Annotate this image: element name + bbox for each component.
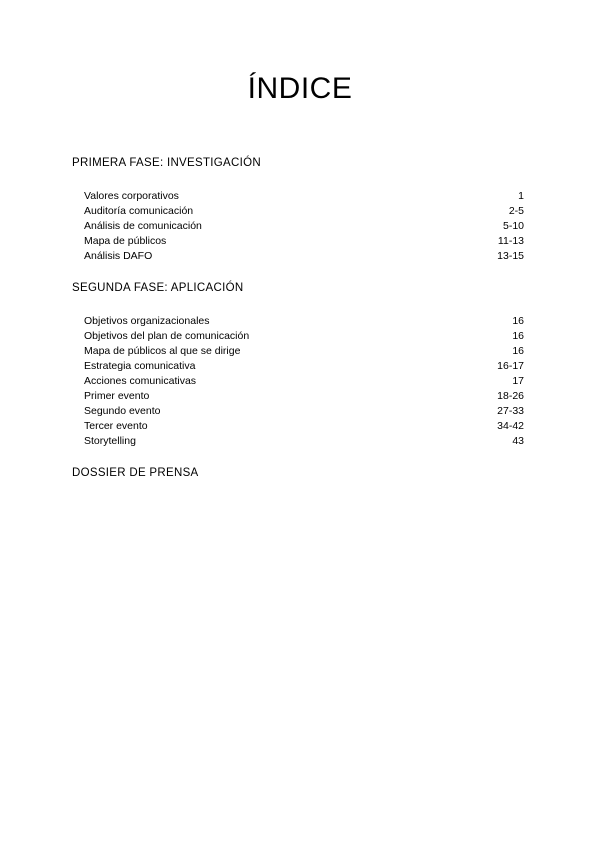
toc-entry-label: Primer evento xyxy=(84,390,150,402)
toc-entry[interactable] xyxy=(84,374,532,389)
toc-entry[interactable] xyxy=(84,359,532,374)
toc-entry-page: 43 xyxy=(512,435,524,447)
toc-entry-page: 2-5 xyxy=(508,205,524,217)
toc-entry[interactable] xyxy=(84,419,532,434)
section-heading: PRIMERA FASE: INVESTIGACIÓN xyxy=(72,157,261,169)
toc-entry-label: Storytelling xyxy=(84,435,136,447)
toc-entry-label: Auditoría comunicación xyxy=(84,205,194,217)
toc-entry-page: 16 xyxy=(512,330,524,342)
toc-entry[interactable] xyxy=(84,249,532,264)
toc-entry[interactable] xyxy=(84,189,532,204)
toc-entry-page: 34-42 xyxy=(497,420,524,432)
toc-entry-page: 13-15 xyxy=(497,250,524,262)
toc-entry-label: Valores corporativos xyxy=(84,190,179,202)
toc-entry-label: Objetivos organizacionales xyxy=(84,315,210,327)
toc-entry-label: Objetivos del plan de comunicación xyxy=(84,330,250,342)
toc-entry[interactable] xyxy=(84,404,532,419)
section-heading: SEGUNDA FASE: APLICACIÓN xyxy=(72,282,244,294)
toc-entry-label: Tercer evento xyxy=(84,420,148,432)
toc-entry-page: 18-26 xyxy=(497,390,524,402)
toc-entry-page: 16 xyxy=(512,345,524,357)
toc-entry-label: Mapa de públicos al que se dirige xyxy=(84,345,241,357)
toc-entry[interactable] xyxy=(84,329,532,344)
toc-entry[interactable] xyxy=(84,234,532,249)
toc-entry-page: 1 xyxy=(518,190,524,202)
toc-entry-page: 5-10 xyxy=(502,220,524,232)
toc-entry-page: 11-13 xyxy=(497,235,524,247)
toc-list xyxy=(72,189,532,264)
toc-entry-page: 17 xyxy=(512,375,524,387)
section-primera-fase xyxy=(72,156,532,264)
toc-entry-label: Segundo evento xyxy=(84,405,161,417)
toc-entry[interactable] xyxy=(84,344,532,359)
section-heading: DOSSIER DE PRENSA xyxy=(72,467,199,479)
toc-entry-label: Estrategia comunicativa xyxy=(84,360,196,372)
section-segunda-fase xyxy=(72,281,532,449)
toc-entry[interactable] xyxy=(84,434,532,449)
toc-entry-label: Análisis de comunicación xyxy=(84,220,202,232)
toc-entry-page: 16-17 xyxy=(497,360,524,372)
toc-entry[interactable] xyxy=(84,389,532,404)
toc-entry-page: 27-33 xyxy=(497,405,524,417)
toc-entry-page: 16 xyxy=(512,315,524,327)
toc-list xyxy=(72,314,532,449)
section-dossier-prensa xyxy=(72,466,532,480)
toc-entry[interactable] xyxy=(84,219,532,234)
toc-entry-label: Acciones comunicativas xyxy=(84,375,197,387)
toc-entry-label: Análisis DAFO xyxy=(84,250,153,262)
toc-entry-label: Mapa de públicos xyxy=(84,235,167,247)
toc-entry[interactable] xyxy=(84,204,532,219)
toc-entry[interactable] xyxy=(84,314,532,329)
page-title: ÍNDICE xyxy=(247,72,353,105)
